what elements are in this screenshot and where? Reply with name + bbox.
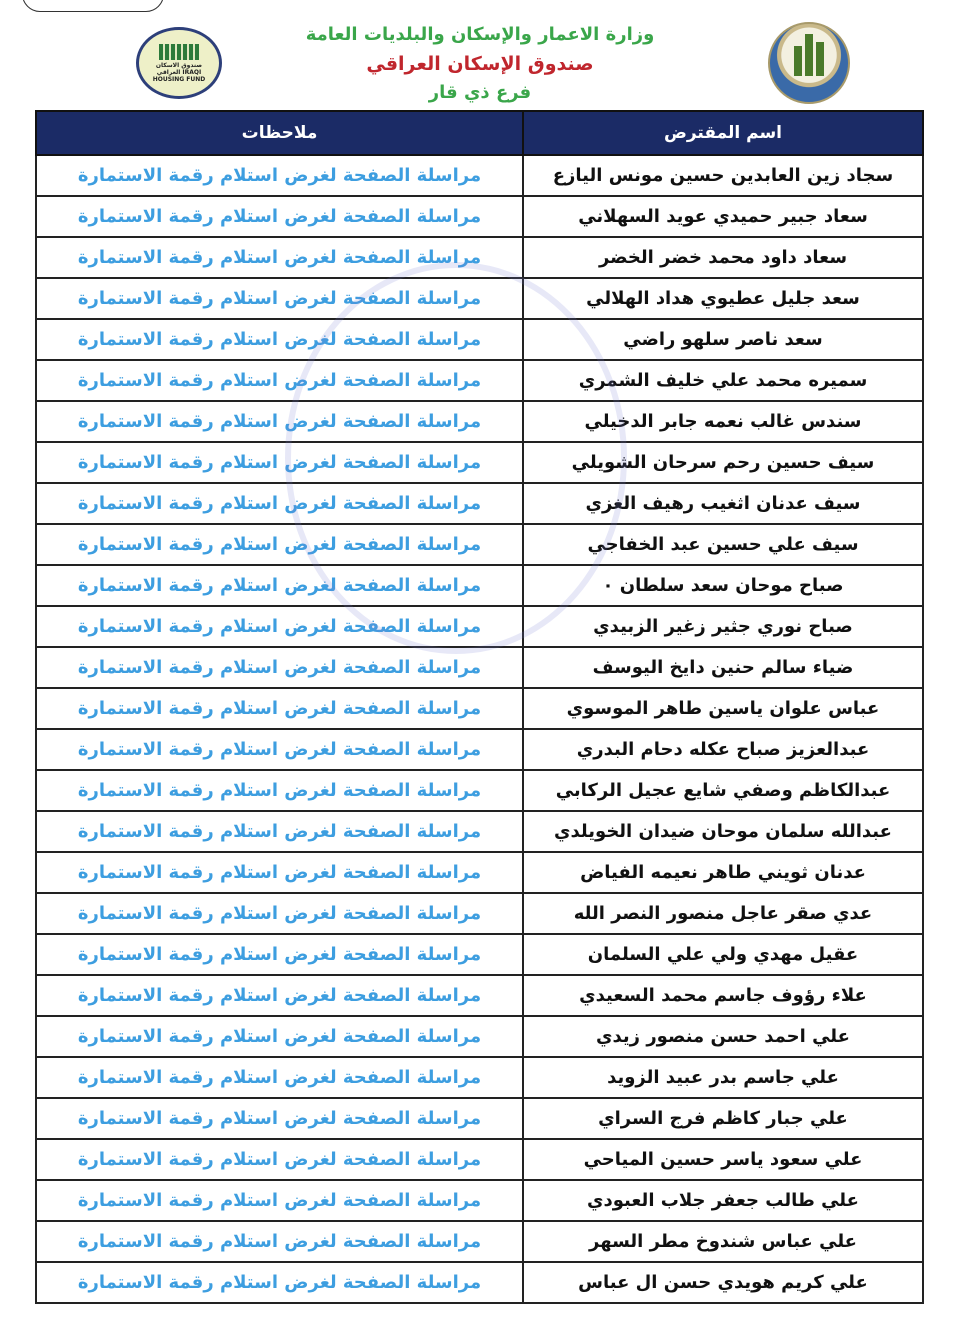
note-cell: مراسلة الصفحة لغرض استلام رقمة الاستمارة [36, 1262, 523, 1303]
table-row [36, 278, 923, 319]
table-row [36, 442, 923, 483]
note-cell: مراسلة الصفحة لغرض استلام رقمة الاستمارة [36, 688, 523, 729]
column-header-name: اسم المقترض [523, 111, 923, 155]
borrower-name: علي احمد حسن منصور زيدي [523, 1016, 923, 1057]
table-row [36, 1221, 923, 1262]
table-row [36, 852, 923, 893]
note-cell: مراسلة الصفحة لغرض استلام رقمة الاستمارة [36, 893, 523, 934]
borrower-name: سندس غالب نعمه جابر الدخيلي [523, 401, 923, 442]
table-row [36, 524, 923, 565]
note-cell: مراسلة الصفحة لغرض استلام رقمة الاستمارة [36, 278, 523, 319]
borrower-name: عدي صقر عاجل منصور النصر الله [523, 893, 923, 934]
borrower-name: علي عباس شندوخ مطر السهر [523, 1221, 923, 1262]
note-cell: مراسلة الصفحة لغرض استلام رقمة الاستمارة [36, 647, 523, 688]
borrower-name: سعد ناصر سلهو راضي [523, 319, 923, 360]
note-cell: مراسلة الصفحة لغرض استلام رقمة الاستمارة [36, 729, 523, 770]
borrower-name: سعد جليل عطيوي هداد الهلالي [523, 278, 923, 319]
borrower-name: علي جاسم بدر عبيد الزويد [523, 1057, 923, 1098]
borrower-name: علي جبار كاظم فرج السراي [523, 1098, 923, 1139]
borrower-name: سيف حسين رحم سرحان الشويلي [523, 442, 923, 483]
table-row [36, 975, 923, 1016]
note-cell: مراسلة الصفحة لغرض استلام رقمة الاستمارة [36, 442, 523, 483]
borrower-name: عقيل مهدي ولي علي السلمان [523, 934, 923, 975]
note-cell: مراسلة الصفحة لغرض استلام رقمة الاستمارة [36, 852, 523, 893]
top-button[interactable] [22, 0, 164, 12]
note-cell: مراسلة الصفحة لغرض استلام رقمة الاستمارة [36, 237, 523, 278]
table-row [36, 319, 923, 360]
note-cell: مراسلة الصفحة لغرض استلام رقمة الاستمارة [36, 1139, 523, 1180]
ministry-title: وزارة الاعمار والإسكان والبلديات العامة [305, 24, 655, 45]
table-row [36, 155, 923, 196]
note-cell: مراسلة الصفحة لغرض استلام رقمة الاستمارة [36, 975, 523, 1016]
note-cell: مراسلة الصفحة لغرض استلام رقمة الاستمارة [36, 155, 523, 196]
borrower-name: صباح نوري جثير زغير الزبيدي [523, 606, 923, 647]
table-row [36, 606, 923, 647]
branch-title: فرع ذي قار [428, 82, 532, 103]
table-row [36, 401, 923, 442]
note-cell: مراسلة الصفحة لغرض استلام رقمة الاستمارة [36, 770, 523, 811]
borrower-name: سعاد داود محمد خضر الخضر [523, 237, 923, 278]
borrower-name: سجاد زين العابدين حسين مونس اليازع [523, 155, 923, 196]
table-row [36, 1180, 923, 1221]
borrower-name: عبدالعزيز صباح عكله دحام البدري [523, 729, 923, 770]
borrower-name: صباح موحان سعد سلطان ٠ [523, 565, 923, 606]
table-row [36, 770, 923, 811]
fund-title: صندوق الإسكان العراقي [366, 53, 594, 75]
table-row [36, 1098, 923, 1139]
logo-caption: صندوق الاسكان العراقي IRAQI HOUSING FUND [152, 61, 206, 83]
borrower-name: علي كريم هويدي حسن ال عباس [523, 1262, 923, 1303]
table-row [36, 1016, 923, 1057]
note-cell: مراسلة الصفحة لغرض استلام رقمة الاستمارة [36, 483, 523, 524]
table-row [36, 688, 923, 729]
table-row [36, 647, 923, 688]
borrower-name: عباس علوان ياسين طاهر الموسوي [523, 688, 923, 729]
ministry-logo [768, 22, 850, 104]
note-cell: مراسلة الصفحة لغرض استلام رقمة الاستمارة [36, 934, 523, 975]
table-row [36, 1139, 923, 1180]
borrower-name: سيف علي حسين عبد الخفاجي [523, 524, 923, 565]
note-cell: مراسلة الصفحة لغرض استلام رقمة الاستمارة [36, 1098, 523, 1139]
note-cell: مراسلة الصفحة لغرض استلام رقمة الاستمارة [36, 524, 523, 565]
note-cell: مراسلة الصفحة لغرض استلام رقمة الاستمارة [36, 811, 523, 852]
borrower-name: سميره محمد علي خليف الشمري [523, 360, 923, 401]
borrower-name: سعاد جبير حميدي عويد السهلاني [523, 196, 923, 237]
note-cell: مراسلة الصفحة لغرض استلام رقمة الاستمارة [36, 360, 523, 401]
note-cell: مراسلة الصفحة لغرض استلام رقمة الاستمارة [36, 319, 523, 360]
borrower-name: عبدالله سلمان موحان ضيدان الخويلدي [523, 811, 923, 852]
table-row [36, 811, 923, 852]
note-cell: مراسلة الصفحة لغرض استلام رقمة الاستمارة [36, 401, 523, 442]
borrower-name: عدنان ثويني طاهر نعيمه الفياض [523, 852, 923, 893]
note-cell: مراسلة الصفحة لغرض استلام رقمة الاستمارة [36, 606, 523, 647]
building-icon [159, 44, 199, 60]
table-row [36, 893, 923, 934]
note-cell: مراسلة الصفحة لغرض استلام رقمة الاستمارة [36, 1221, 523, 1262]
table-header-row [36, 111, 923, 155]
borrowers-table [35, 110, 924, 1304]
borrower-name: ضياء سالم حنين دايخ اليوسف [523, 647, 923, 688]
table-row [36, 483, 923, 524]
note-cell: مراسلة الصفحة لغرض استلام رقمة الاستمارة [36, 196, 523, 237]
note-cell: مراسلة الصفحة لغرض استلام رقمة الاستمارة [36, 565, 523, 606]
borrower-name: عبدالكاظم وصفي شايع عجيل الركابي [523, 770, 923, 811]
borrower-name: علاء رؤوف جاسم محمد السعيدي [523, 975, 923, 1016]
note-cell: مراسلة الصفحة لغرض استلام رقمة الاستمارة [36, 1057, 523, 1098]
table-row [36, 196, 923, 237]
table-row [36, 237, 923, 278]
borrower-name: سيف عدنان اثغيب رهيف الغزي [523, 483, 923, 524]
table-row [36, 934, 923, 975]
table-body [36, 155, 923, 1303]
table-row [36, 565, 923, 606]
table-row [36, 729, 923, 770]
table-row [36, 1262, 923, 1303]
iraqi-housing-fund-logo [136, 27, 222, 99]
borrower-name: علي سعود ياسر حسين المياحي [523, 1139, 923, 1180]
table-row [36, 1057, 923, 1098]
note-cell: مراسلة الصفحة لغرض استلام رقمة الاستمارة [36, 1180, 523, 1221]
table-row [36, 360, 923, 401]
note-cell: مراسلة الصفحة لغرض استلام رقمة الاستمارة [36, 1016, 523, 1057]
borrower-name: علي طالب جعفر جلاب العبودي [523, 1180, 923, 1221]
column-header-notes: ملاحظات [36, 111, 523, 155]
